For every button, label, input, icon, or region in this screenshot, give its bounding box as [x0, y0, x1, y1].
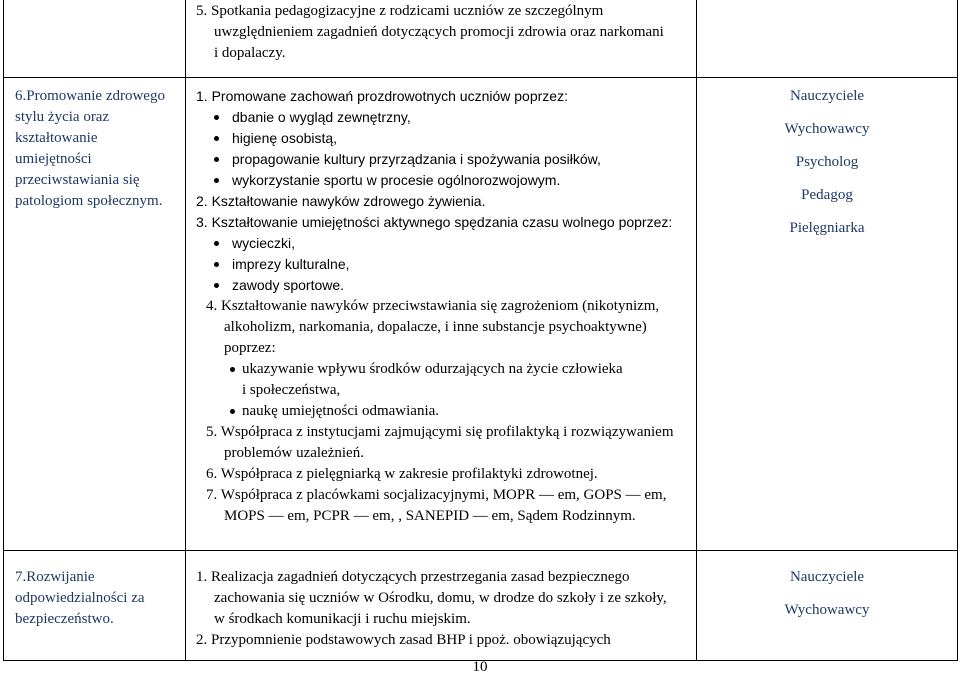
text-line: poprzez:	[224, 340, 276, 356]
item-heading: 2. Przypomnienie podstawowych zasad BHP i ppoż. obowiązujących	[196, 632, 611, 648]
item-heading: 2. Kształtowanie nawyków zdrowego żywienia.	[196, 193, 486, 209]
text-line: 5. Spotkania pedagogizacyjne z rodzicami uczniów ze szczególnym	[196, 3, 604, 19]
goal-cell	[4, 0, 186, 78]
bullet-item: zawody sportowe.	[196, 275, 696, 296]
responsible-cell	[697, 0, 958, 78]
responsible-person: Wychowawcy	[784, 121, 870, 137]
responsible-person: Psycholog	[795, 154, 859, 170]
table-row	[4, 0, 958, 78]
goal-line: bezpieczeństwo.	[15, 611, 114, 627]
goal-line: 6.Promowanie zdrowego	[15, 88, 165, 104]
goal-line: kształtowanie	[15, 130, 98, 146]
item-heading: 1. Realizacja zagadnień dotyczących przestrzegania zasad bezpiecznego	[196, 569, 630, 585]
responsible-cell	[697, 551, 958, 661]
responsible-person: Pielęgniarka	[789, 220, 865, 236]
bullet-item: dbanie o wygląd zewnętrzny,	[196, 107, 696, 128]
responsible-person: Pedagog	[801, 187, 853, 203]
goal-cell	[4, 551, 186, 661]
responsible-cell	[697, 78, 958, 551]
text-line: alkoholizm, narkomania, dopalacze, i inne substancje psychoaktywne)	[224, 319, 647, 335]
text-line: problemów uzależnień.	[224, 445, 364, 461]
text-line: uwzględnieniem zagadnień dotyczących promocji zdrowia oraz narkomani	[214, 24, 664, 40]
text-line: w środkach komunikacji i ruchu miejskim.	[214, 611, 471, 627]
goal-line: przeciwstawiania się	[15, 172, 140, 188]
item-heading: 7. Współpraca z placówkami socjalizacyjnymi, MOPR — em, GOPS — em,	[206, 487, 667, 503]
bullet-item: imprezy kulturalne,	[196, 254, 696, 275]
goal-line: 7.Rozwijanie	[15, 569, 95, 585]
goal-cell	[4, 78, 186, 551]
item-heading: 5. Współpraca z instytucjami zajmującymi się profilaktyką i rozwiązywaniem	[206, 424, 674, 440]
bullet-item: wykorzystanie sportu w procesie ogólnorozwojowym.	[196, 170, 696, 191]
tasks-cell	[186, 0, 697, 78]
text-line: zachowania się uczniów w Ośrodku, domu, w drodze do szkoły i ze szkoły,	[214, 590, 667, 606]
bullet-item: naukę umiejętności odmawiania.	[206, 401, 696, 422]
table-row	[4, 551, 958, 661]
tasks-cell	[186, 551, 697, 661]
bullet-item: propagowanie kultury przyrządzania i spożywania posiłków,	[196, 149, 696, 170]
goal-line: odpowiedzialności za	[15, 590, 145, 606]
text-line: i społeczeństwa,	[242, 382, 341, 398]
goal-line: stylu życia oraz	[15, 109, 110, 125]
goal-line: patologiom społecznym.	[15, 193, 163, 209]
bullet-item: wycieczki,	[196, 233, 696, 254]
responsible-person: Wychowawcy	[784, 602, 870, 618]
goal-line: umiejętności	[15, 151, 92, 167]
plan-table	[3, 0, 958, 661]
bullet-item: higienę osobistą,	[196, 128, 696, 149]
item-heading: 1. Promowane zachowań prozdrowotnych uczniów poprzez:	[196, 88, 568, 104]
item-heading: 4. Kształtowanie nawyków przeciwstawiania się zagrożeniom (nikotynizm,	[206, 298, 660, 314]
page-number: 10	[472, 659, 488, 675]
bullet-item: ukazywanie wpływu środków odurzających na życie człowieka	[206, 359, 696, 380]
table-row	[4, 78, 958, 551]
tasks-cell	[186, 78, 697, 551]
text-line: MOPS — em, PCPR — em, , SANEPID — em, Sądem Rodzinnym.	[224, 508, 636, 524]
item-heading: 3. Kształtowanie umiejętności aktywnego spędzania czasu wolnego poprzez:	[196, 214, 673, 230]
item-heading: 6. Współpraca z pielęgniarką w zakresie profilaktyki zdrowotnej.	[206, 466, 598, 482]
responsible-person: Nauczyciele	[789, 569, 865, 585]
responsible-person: Nauczyciele	[789, 88, 865, 104]
text-line: i dopalaczy.	[214, 45, 286, 61]
